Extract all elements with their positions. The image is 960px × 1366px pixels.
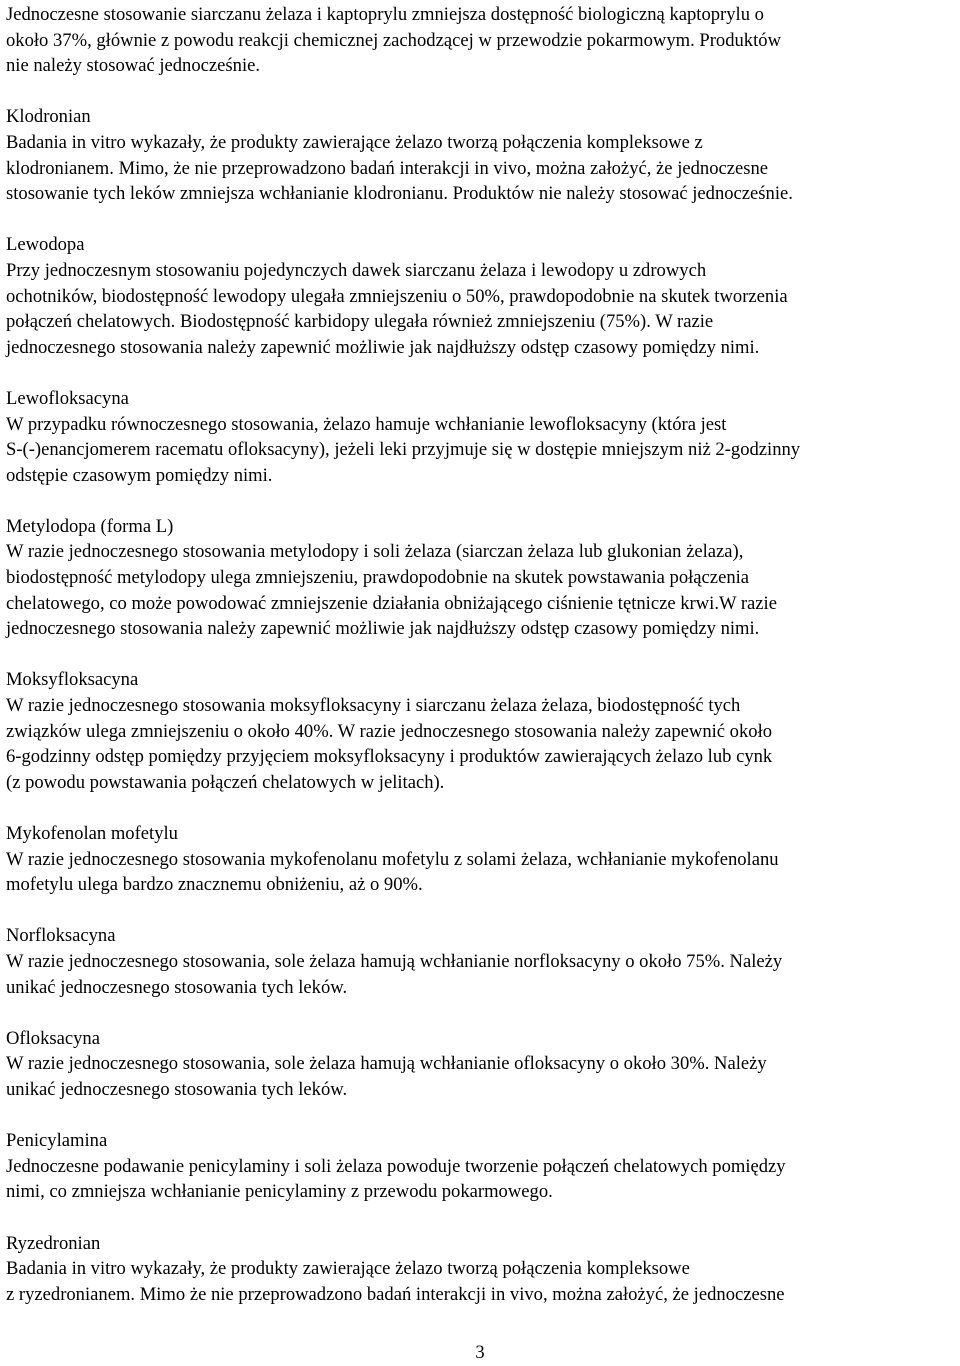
section-heading: Mykofenolan mofetylu xyxy=(6,823,178,844)
text-line: stosowanie tych leków zmniejsza wchłanianie klodronianu. Produktów nie należy stosować jednocześnie. xyxy=(6,183,793,205)
section-heading: Moksyfloksacyna xyxy=(6,669,139,691)
section-ofloksacyna xyxy=(6,1026,956,1103)
section-moksyfloksacyna xyxy=(6,667,956,795)
section-mykofenolan xyxy=(6,821,956,898)
section-paragraph xyxy=(6,412,956,489)
section-heading: Lewofloksacyna xyxy=(6,387,129,409)
text-line: około 37%, głównie z powodu reakcji chemicznej zachodzącej w przewodzie pokarmowym. Produktów xyxy=(6,29,781,51)
section-metylodopa xyxy=(6,514,956,642)
section-paragraph xyxy=(6,1051,956,1102)
text-line: nimi, co zmniejsza wchłanianie penicylaminy z przewodu pokarmowego. xyxy=(6,1181,553,1203)
section-ryzedronian xyxy=(6,1231,956,1308)
text-line: biodostępność metylodopy ulega zmniejszeniu, prawdopodobnie na skutek powstawania połączenia xyxy=(6,567,750,589)
text-line: z ryzedronianem. Mimo że nie przeprowadzono badań interakcji in vivo, można założyć, że jednoczesne xyxy=(6,1283,785,1305)
text-line: unikać jednoczesnego stosowania tych leków. xyxy=(6,976,348,998)
text-line: jednoczesnego stosowania należy zapewnić możliwie jak najdłuższy odstęp czasowy pomiędzy nimi. xyxy=(6,618,760,640)
text-line: W przypadku równoczesnego stosowania, żelazo hamuje wchłanianie lewofloksacyny (która jest xyxy=(6,413,727,435)
section-paragraph xyxy=(6,1154,956,1205)
text-line: jednoczesnego stosowania należy zapewnić możliwie jak najdłuższy odstęp czasowy pomiędzy nimi. xyxy=(6,336,760,358)
section-heading: Ryzedronian xyxy=(6,1232,101,1254)
section-klodronian xyxy=(6,104,956,206)
section-paragraph xyxy=(6,258,956,360)
text-line: (z powodu powstawania połączeń chelatowych w jelitach). xyxy=(6,771,445,793)
text-line: W razie jednoczesnego stosowania, sole żelaza hamują wchłanianie norfloksacyny o około 75%. Należy xyxy=(6,950,783,972)
text-line: W razie jednoczesnego stosowania mykofenolanu mofetylu z solami żelaza, wchłanianie mykofenolanu xyxy=(6,848,779,870)
section-heading: Lewodopa xyxy=(6,234,85,256)
text-line: Przy jednoczesnym stosowaniu pojedynczych dawek siarczanu żelaza i lewodopy u zdrowych xyxy=(6,259,707,281)
section-heading: Norfloksacyna xyxy=(6,925,116,947)
section-heading: Metylodopa (forma L) xyxy=(6,515,174,537)
text-line: unikać jednoczesnego stosowania tych leków. xyxy=(6,1078,348,1100)
text-line: chelatowego, co może powodować zmniejszenie działania obniżającego ciśnienie tętnicze krwi.W razie xyxy=(6,592,777,614)
text-line: W razie jednoczesnego stosowania moksyfloksacyny i siarczanu żelaza żelaza, biodostępność tych xyxy=(6,695,741,717)
text-line: mofetylu ulega bardzo znacznemu obniżeniu, aż o 90%. xyxy=(6,874,423,896)
text-line: W razie jednoczesnego stosowania, sole żelaza hamują wchłanianie ofloksacyny o około 30%. Należy xyxy=(6,1053,767,1075)
text-line: klodronianem. Mimo, że nie przeprowadzono badań interakcji in vivo, można założyć, że jednoczesne xyxy=(6,157,769,179)
text-line: nie należy stosować jednocześnie. xyxy=(6,55,261,77)
text-line: S-(-)enancjomerem racematu ofloksacyny), jeżeli leki przyjmuje się w dostępie mniejszym niż 2-godzinny xyxy=(6,439,801,461)
section-paragraph xyxy=(6,949,956,1000)
section-heading: Ofloksacyna xyxy=(6,1027,100,1049)
text-line: Jednoczesne podawanie penicylaminy i soli żelaza powoduje tworzenie połączeń chelatowych pomiędzy xyxy=(6,1155,786,1177)
text-line: ochotników, biodostępność lewodopy ulegała zmniejszeniu o 50%, prawdopodobnie na skutek tworzenia xyxy=(6,285,788,307)
text-line: Badania in vitro wykazały, że produkty zawierające żelazo tworzą połączenia kompleksowe xyxy=(6,1258,690,1280)
section-penicylamina xyxy=(6,1128,956,1205)
section-heading: Klodronian xyxy=(6,106,91,128)
section-norfloksacyna xyxy=(6,923,956,1000)
page-number: 3 xyxy=(475,1342,485,1363)
text-line: W razie jednoczesnego stosowania metylodopy i soli żelaza (siarczan żelaza lub glukonian żelaza), xyxy=(6,541,744,563)
section-paragraph xyxy=(6,539,956,641)
section-heading: Penicylamina xyxy=(6,1130,108,1152)
text-line: odstępie czasowym pomiędzy nimi. xyxy=(6,464,273,486)
text-line: Badania in vitro wykazały, że produkty zawierające żelazo tworzą połączenia kompleksowe z xyxy=(6,131,703,153)
document-body xyxy=(6,2,956,1307)
section-paragraph xyxy=(6,130,956,207)
section-lewofloksacyna xyxy=(6,386,956,488)
section-paragraph xyxy=(6,1256,956,1307)
section-paragraph xyxy=(6,847,956,898)
section-lewodopa xyxy=(6,232,956,360)
text-line: 6-godzinny odstęp pomiędzy przyjęciem moksyfloksacyny i produktów zawierających żelazo lub cynk xyxy=(6,746,773,768)
text-line: połączeń chelatowych. Biodostępność karbidopy ulegała również zmniejszeniu (75%). W razie xyxy=(6,311,714,333)
text-line: związków ulega zmniejszeniu o około 40%. W razie jednoczesnego stosowania należy zapewnić około xyxy=(6,720,773,742)
intro-paragraph xyxy=(6,2,956,79)
section-paragraph xyxy=(6,693,956,795)
text-line: Jednoczesne stosowanie siarczanu żelaza i kaptoprylu zmniejsza dostępność biologiczną kaptoprylu o xyxy=(6,4,764,25)
